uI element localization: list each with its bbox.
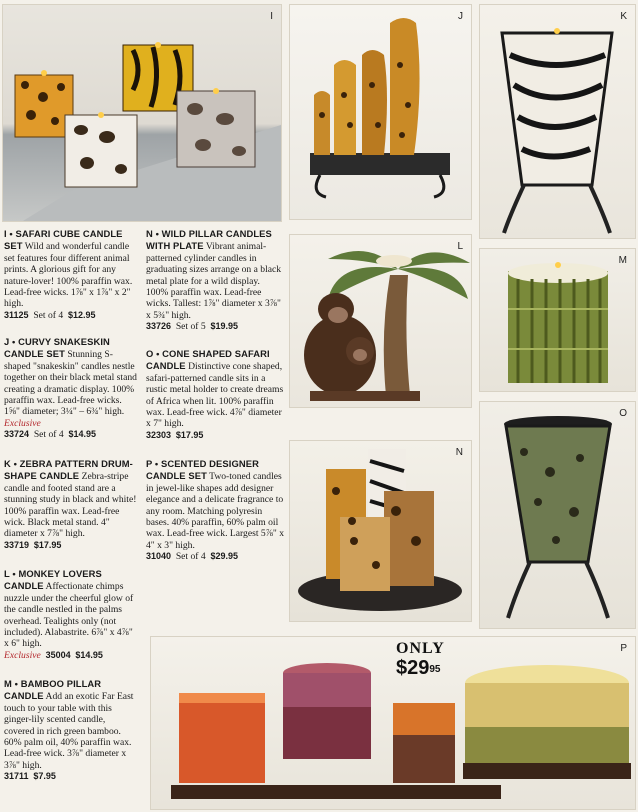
product-price: $17.95 bbox=[175, 429, 204, 440]
product-number: 31711 bbox=[4, 771, 29, 782]
animal-print-cone-candle-image bbox=[480, 402, 635, 628]
photo-letter: J bbox=[458, 11, 463, 22]
product-description: Two-toned candles in jewel-like shapes add designer elegance and a delicate fragrance to any room. Matching polyresin bases. 40% paraffin, 60% palm oil wax. Lead-free wick. Largest 5⅞" x 4" x 3" high. bbox=[146, 471, 284, 551]
product-heading: K • ZEBRA PATTERN DRUM-SHAPE CANDLE bbox=[4, 458, 133, 482]
product-price: $7.95 bbox=[33, 771, 56, 782]
product-description: Distinctive cone shaped, safari-patterned candle sits in a rustic metal holder to create dreams of Africa when lit. 100% paraffin wax. Lead-free wick. 4⅞" diameter x 7" high. bbox=[146, 361, 284, 430]
monkey-lovers-candle-image bbox=[290, 235, 471, 407]
product-description: Vibrant animal-patterned cylinder candles in graduating sizes arrange on a black metal plate for a wild display. 100% paraffin wax. Lead-free wicks. Tallest: 1⅞" diameter x 3⅞" x 5¾" high. bbox=[146, 241, 282, 321]
promo-price bbox=[396, 640, 445, 678]
product-description: Add an exotic Far East touch to your table with this ginger-lily scented candle, covered in rich green bamboo. 60% palm oil, 40% paraffin wax. Lead-free wick. 3⅞" diameter x 3⅞" high. bbox=[4, 691, 134, 771]
product-l bbox=[4, 568, 138, 661]
product-o bbox=[146, 348, 284, 441]
wild-pillar-candles-image bbox=[290, 5, 471, 219]
product-price: $17.95 bbox=[33, 539, 62, 550]
photo-letter: O bbox=[619, 408, 627, 419]
product-description: Affectionate chimps nuzzle under the cheerful glow of the candle nestled in the palms overhead. Tealights only (not included). Alabastrite. 6⅞" x 4⅞" x 6" high. bbox=[4, 581, 134, 650]
photo-letter: P bbox=[620, 643, 627, 654]
photo-letter: K bbox=[620, 11, 627, 22]
product-number: 31125 bbox=[4, 309, 29, 320]
product-heading: N • WILD PILLAR CANDLES WITH PLATE bbox=[146, 228, 272, 252]
photo-k bbox=[479, 4, 636, 239]
product-description: Stunning S-shaped "snakeskin" candles nestle together on their black metal stand creating a dramatic display. 100% paraffin wax. Lead-free wicks. 1⅝" diameter; 3¼" – 6¾" high. bbox=[4, 349, 137, 418]
safari-cube-candles-image bbox=[3, 5, 281, 221]
zebra-drum-candle-image bbox=[290, 441, 471, 621]
photo-letter: L bbox=[457, 241, 463, 252]
photo-letter: I bbox=[270, 11, 273, 22]
product-heading: O • CONE SHAPED SAFARI CANDLE bbox=[146, 348, 270, 372]
photo-j bbox=[289, 4, 472, 220]
product-heading: L • MONKEY LOVERS CANDLE bbox=[4, 568, 102, 592]
product-i bbox=[4, 228, 138, 321]
product-m bbox=[4, 678, 138, 783]
promo-word: ONLY bbox=[396, 640, 445, 657]
product-price: $12.95 bbox=[67, 309, 96, 320]
product-price: $29.95 bbox=[210, 551, 239, 562]
product-heading: P • SCENTED DESIGNER CANDLE SET bbox=[146, 458, 259, 482]
product-number: 31040 bbox=[146, 551, 172, 562]
product-heading: M • BAMBOO PILLAR CANDLE bbox=[4, 678, 102, 702]
photo-i bbox=[2, 4, 282, 222]
product-number: 35004 bbox=[45, 649, 71, 660]
product-price: $14.95 bbox=[68, 429, 97, 440]
product-price: $19.95 bbox=[210, 321, 239, 332]
product-k bbox=[4, 458, 138, 551]
product-description: Wild and wonderful candle set features four different animal prints. A glorious gift for any nature-lover! 100% paraffin wax. Lead-free wicks. 1⅞" x 1⅞" x 2" high. bbox=[4, 241, 133, 310]
product-price: $14.95 bbox=[75, 649, 103, 660]
product-qty: Set of 5 bbox=[175, 321, 206, 333]
product-n bbox=[146, 228, 284, 333]
product-number: 33726 bbox=[146, 321, 172, 332]
cone-safari-candle-image bbox=[480, 5, 635, 238]
product-j bbox=[4, 336, 138, 441]
product-description: Zebra-stripe candle and footed stand are a stunning study in black and white! 100% paraffin wax. Lead-free wick. Black metal stand. 4" diameter x 7⅞" high. bbox=[4, 471, 137, 540]
exclusive-tag: Exclusive bbox=[4, 649, 41, 661]
product-number: 32303 bbox=[146, 429, 172, 440]
scented-designer-candles-image bbox=[151, 637, 635, 809]
photo-letter: M bbox=[618, 255, 627, 266]
promo-amount: $\$29^{95}$ bbox=[396, 657, 441, 679]
product-heading: I • SAFARI CUBE CANDLE SET bbox=[4, 228, 123, 252]
product-qty: Set of 4 bbox=[33, 429, 64, 441]
photo-p bbox=[150, 636, 636, 810]
photo-n bbox=[289, 440, 472, 622]
photo-o bbox=[479, 401, 636, 629]
photo-l bbox=[289, 234, 472, 408]
product-number: 33724 bbox=[4, 429, 30, 440]
product-heading: J • CURVY SNAKESKIN CANDLE SET bbox=[4, 336, 110, 360]
photo-m bbox=[479, 248, 636, 392]
exclusive-tag: Exclusive bbox=[4, 417, 41, 429]
product-p bbox=[146, 458, 284, 563]
product-qty: Set of 4 bbox=[33, 309, 64, 321]
photo-letter: N bbox=[455, 447, 463, 458]
bamboo-pillar-candle-image bbox=[480, 249, 635, 391]
product-number: 33719 bbox=[4, 539, 30, 550]
product-qty: Set of 4 bbox=[175, 551, 206, 563]
